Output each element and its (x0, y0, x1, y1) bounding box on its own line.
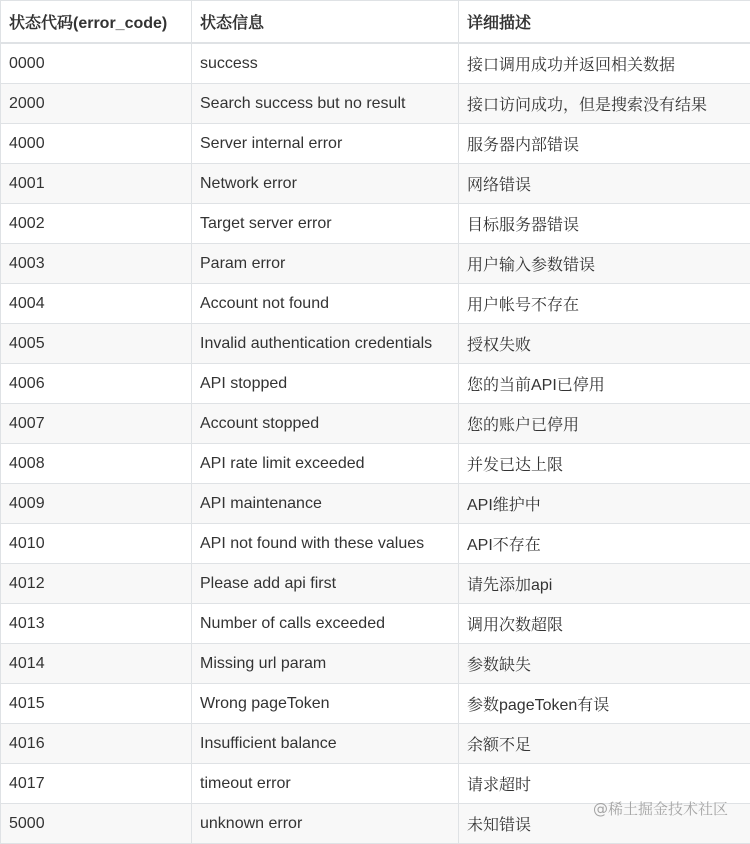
cell-description: 并发已达上限 (459, 444, 750, 484)
cell-error-code: 4000 (1, 124, 192, 164)
cell-status-info: Insufficient balance (192, 724, 459, 764)
cell-description: 服务器内部错误 (459, 124, 750, 164)
cell-error-code: 4010 (1, 524, 192, 564)
table-body (1, 43, 750, 844)
cell-status-info: Missing url param (192, 644, 459, 684)
cell-status-info: Wrong pageToken (192, 684, 459, 724)
site-watermark: @稀土掘金技术社区 (593, 798, 728, 819)
cell-error-code: 4001 (1, 164, 192, 204)
cell-error-code: 4002 (1, 204, 192, 244)
cell-status-info: success (192, 43, 459, 84)
cell-description: API维护中 (459, 484, 750, 524)
cell-error-code: 4008 (1, 444, 192, 484)
cell-status-info: API not found with these values (192, 524, 459, 564)
cell-error-code: 4014 (1, 644, 192, 684)
cell-status-info: Number of calls exceeded (192, 604, 459, 644)
cell-description: 目标服务器错误 (459, 204, 750, 244)
cell-description: 您的账户已停用 (459, 404, 750, 444)
cell-status-info: Target server error (192, 204, 459, 244)
cell-description: API不存在 (459, 524, 750, 564)
cell-status-info: Account not found (192, 284, 459, 324)
table-row (1, 164, 750, 204)
cell-status-info: Server internal error (192, 124, 459, 164)
cell-error-code: 4015 (1, 684, 192, 724)
table-row (1, 604, 750, 644)
table-row (1, 324, 750, 364)
cell-status-info: API maintenance (192, 484, 459, 524)
table-row (1, 43, 750, 84)
table-row (1, 284, 750, 324)
cell-description: 接口访问成功，但是搜索没有结果 (459, 84, 750, 124)
cell-status-info: Please add api first (192, 564, 459, 604)
table-row (1, 204, 750, 244)
cell-description: 用户输入参数错误 (459, 244, 750, 284)
table-row (1, 404, 750, 444)
cell-error-code: 4007 (1, 404, 192, 444)
cell-description: 参数缺失 (459, 644, 750, 684)
table-row (1, 124, 750, 164)
table-row (1, 84, 750, 124)
cell-status-info: Account stopped (192, 404, 459, 444)
table-row (1, 804, 750, 844)
header-error-code: 状态代码(error_code) (1, 1, 192, 44)
cell-description: 您的当前API已停用 (459, 364, 750, 404)
cell-error-code: 2000 (1, 84, 192, 124)
cell-error-code: 4016 (1, 724, 192, 764)
table-row (1, 524, 750, 564)
cell-status-info: API rate limit exceeded (192, 444, 459, 484)
table-row (1, 724, 750, 764)
cell-description: 用户帐号不存在 (459, 284, 750, 324)
cell-description: 接口调用成功并返回相关数据 (459, 43, 750, 84)
cell-status-info: unknown error (192, 804, 459, 844)
table-row (1, 764, 750, 804)
table-row (1, 244, 750, 284)
cell-error-code: 4013 (1, 604, 192, 644)
cell-description: 调用次数超限 (459, 604, 750, 644)
cell-description: 余额不足 (459, 724, 750, 764)
cell-status-info: API stopped (192, 364, 459, 404)
table-row (1, 364, 750, 404)
cell-description: 参数pageToken有误 (459, 684, 750, 724)
header-description: 详细描述 (459, 1, 750, 44)
cell-description: 授权失败 (459, 324, 750, 364)
cell-error-code: 4009 (1, 484, 192, 524)
cell-status-info: Param error (192, 244, 459, 284)
cell-status-info: timeout error (192, 764, 459, 804)
cell-status-info: Invalid authentication credentials (192, 324, 459, 364)
table-row (1, 444, 750, 484)
cell-error-code: 4012 (1, 564, 192, 604)
cell-description: 网络错误 (459, 164, 750, 204)
cell-description: 请先添加api (459, 564, 750, 604)
cell-error-code: 4004 (1, 284, 192, 324)
cell-error-code: 4003 (1, 244, 192, 284)
cell-error-code: 5000 (1, 804, 192, 844)
table-row (1, 684, 750, 724)
cell-description: 请求超时 (459, 764, 750, 804)
cell-error-code: 4006 (1, 364, 192, 404)
cell-status-info: Search success but no result (192, 84, 459, 124)
header-row (1, 1, 750, 44)
cell-error-code: 4005 (1, 324, 192, 364)
table-row (1, 564, 750, 604)
table-row (1, 484, 750, 524)
table-row (1, 644, 750, 684)
cell-error-code: 4017 (1, 764, 192, 804)
header-status-info: 状态信息 (192, 1, 459, 44)
table-header (1, 1, 750, 44)
cell-status-info: Network error (192, 164, 459, 204)
cell-error-code: 0000 (1, 43, 192, 84)
cell-description: 未知错误 (459, 804, 750, 844)
